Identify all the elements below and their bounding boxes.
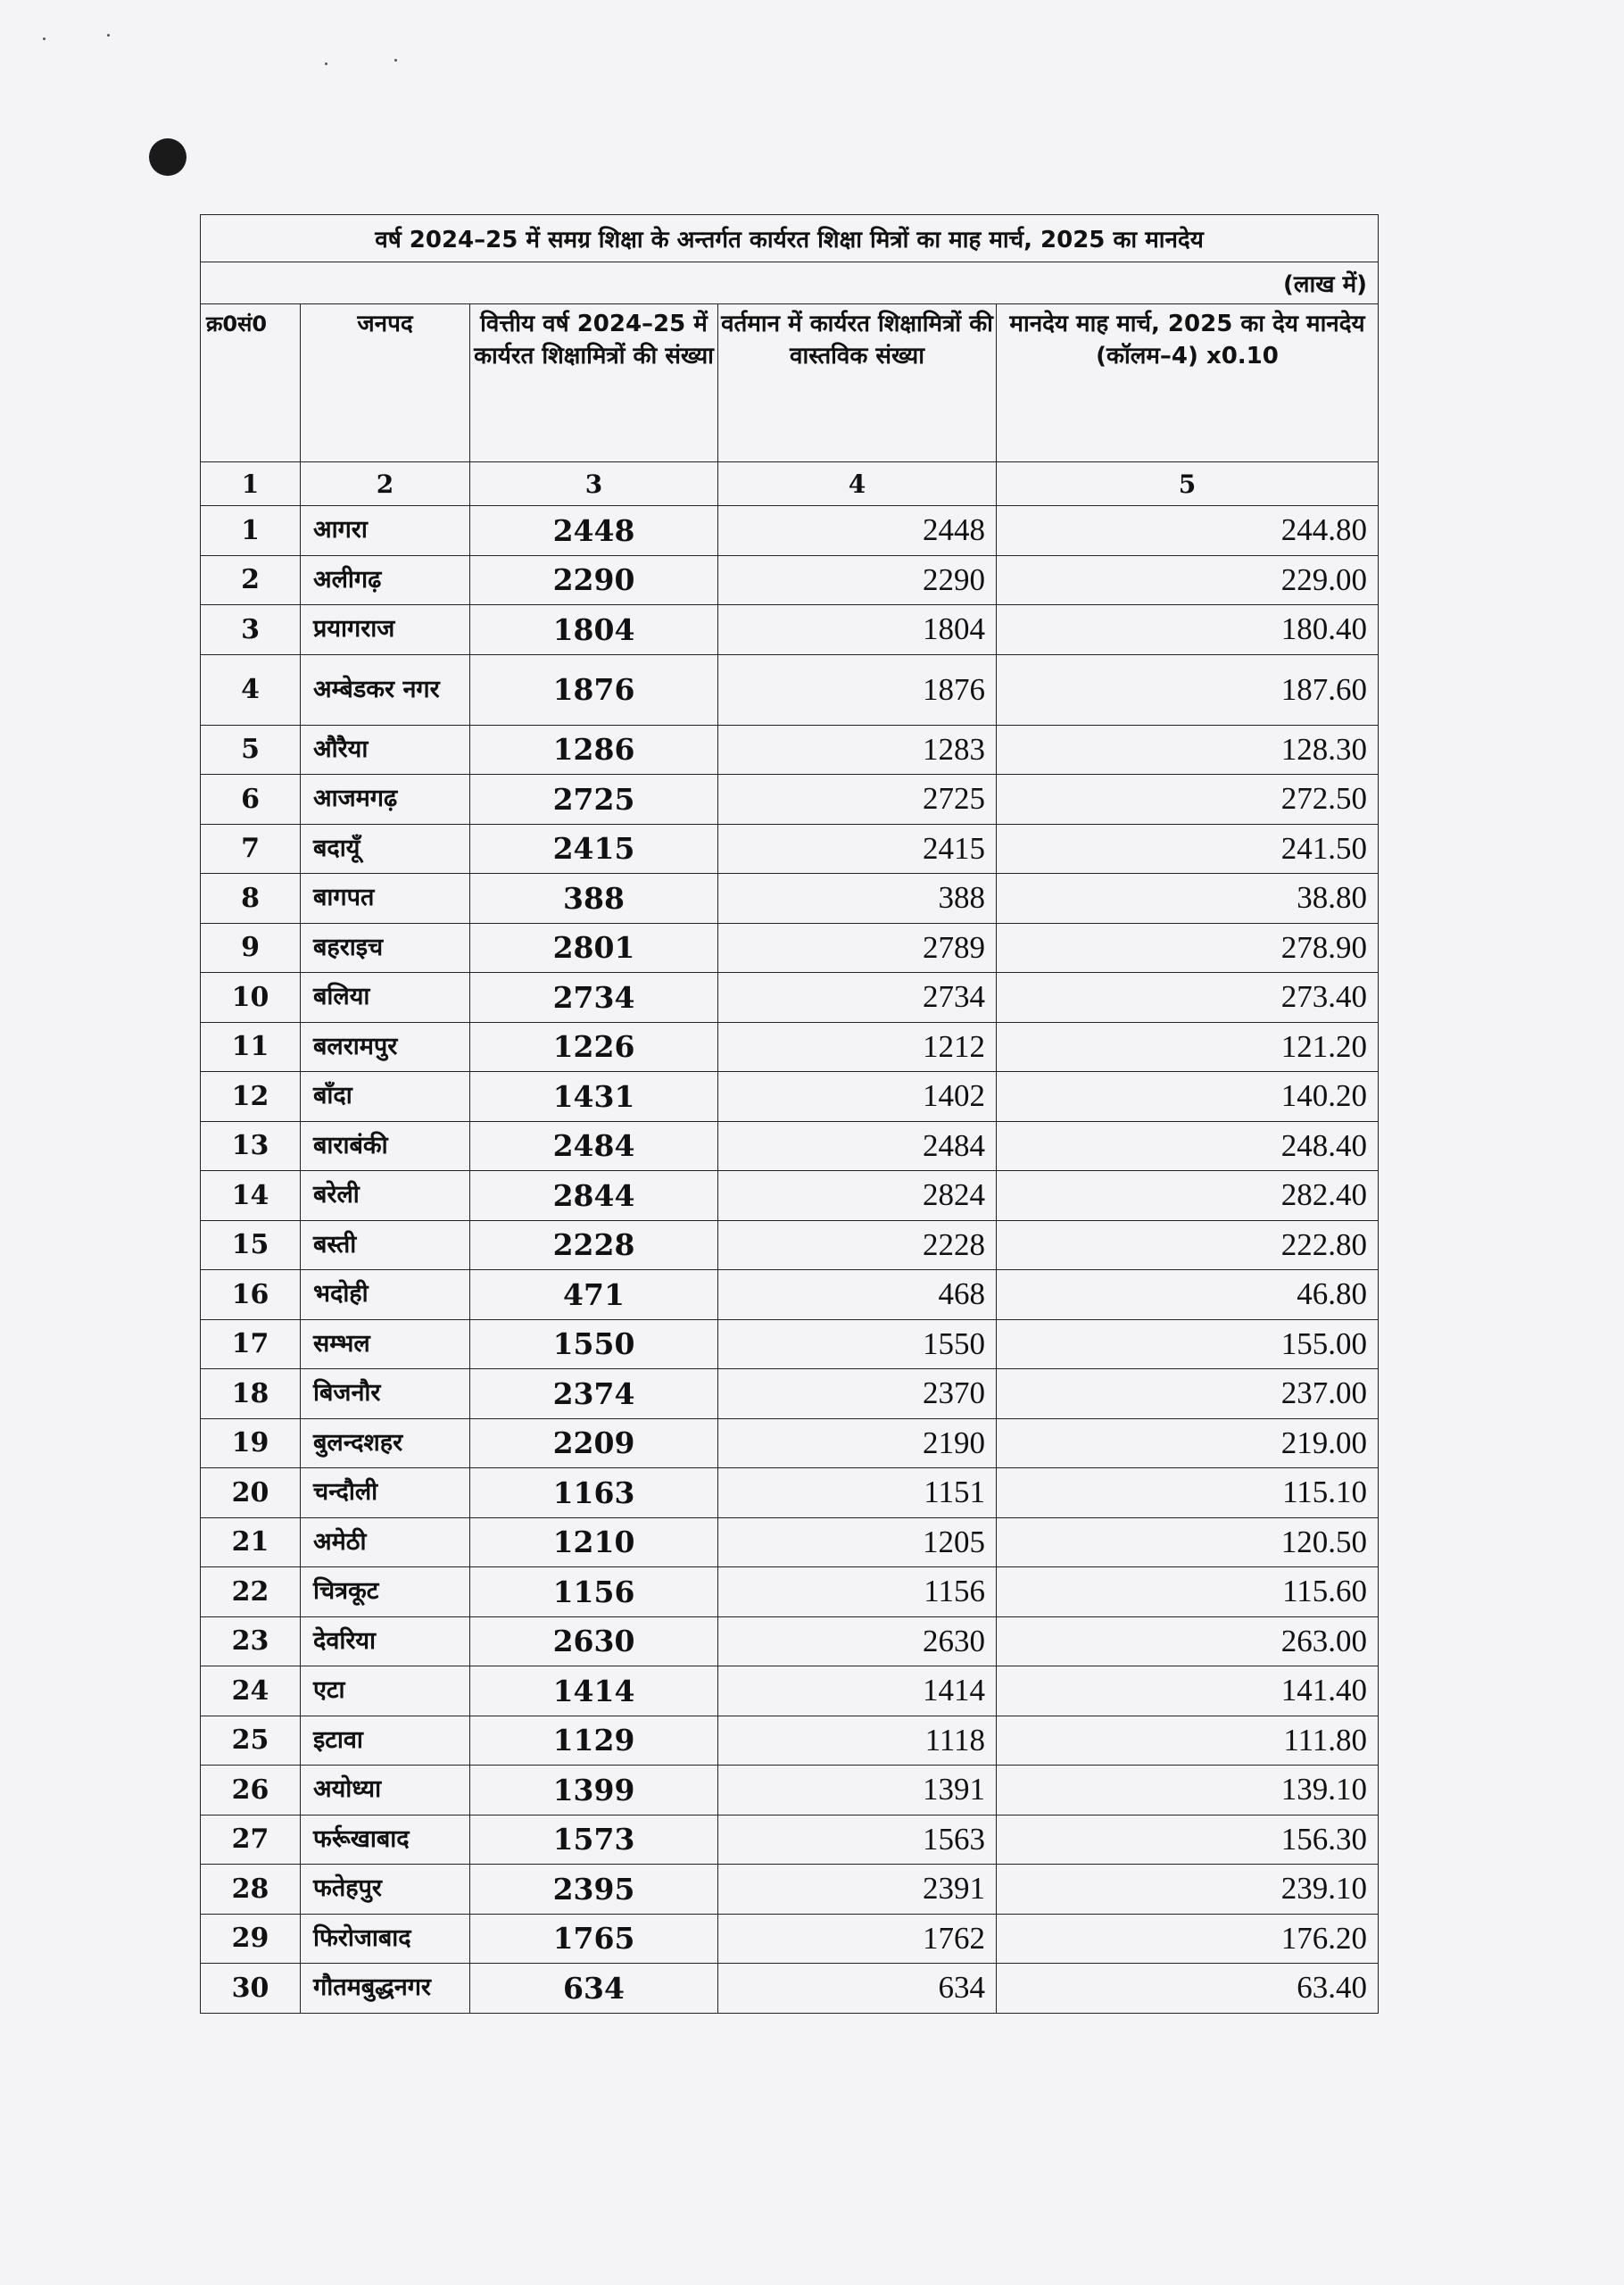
cell-actual-count: 2824: [718, 1171, 997, 1221]
table-row: [201, 555, 1379, 605]
cell-actual-count: 2391: [718, 1865, 997, 1915]
cell-fy-count: 2801: [470, 923, 718, 973]
cell-actual-count: 2725: [718, 775, 997, 825]
cell-actual-count: 1876: [718, 654, 997, 725]
column-number: 2: [301, 462, 470, 506]
cell-district: गौतमबुद्धनगर: [301, 1964, 470, 2014]
cell-district: बाँदा: [301, 1072, 470, 1122]
table-row: [201, 824, 1379, 874]
cell-district: बस्ती: [301, 1220, 470, 1270]
cell-fy-count: 1226: [470, 1022, 718, 1072]
cell-actual-count: 2290: [718, 555, 997, 605]
cell-district: बहराइच: [301, 923, 470, 973]
cell-honorarium: 273.40: [997, 973, 1379, 1023]
cell-honorarium: 155.00: [997, 1319, 1379, 1369]
cell-district: अलीगढ़: [301, 555, 470, 605]
cell-honorarium: 38.80: [997, 874, 1379, 924]
cell-actual-count: 2448: [718, 506, 997, 556]
cell-fy-count: 1163: [470, 1468, 718, 1518]
table-row: [201, 1766, 1379, 1816]
cell-serial-number: 1: [201, 506, 301, 556]
table-row: [201, 605, 1379, 655]
cell-honorarium: 63.40: [997, 1964, 1379, 2014]
cell-actual-count: 1151: [718, 1468, 997, 1518]
cell-serial-number: 10: [201, 973, 301, 1023]
cell-fy-count: 471: [470, 1270, 718, 1320]
cell-district: बदायूँ: [301, 824, 470, 874]
table-row: [201, 1121, 1379, 1171]
cell-actual-count: 1205: [718, 1517, 997, 1567]
table-row: [201, 1964, 1379, 2014]
cell-fy-count: 1765: [470, 1914, 718, 1964]
cell-honorarium: 156.30: [997, 1815, 1379, 1865]
table-row: [201, 874, 1379, 924]
cell-actual-count: 1563: [718, 1815, 997, 1865]
cell-honorarium: 115.10: [997, 1468, 1379, 1518]
cell-honorarium: 219.00: [997, 1418, 1379, 1468]
cell-actual-count: 1391: [718, 1766, 997, 1816]
cell-honorarium: 128.30: [997, 725, 1379, 775]
cell-serial-number: 25: [201, 1716, 301, 1766]
table-row: [201, 1072, 1379, 1122]
cell-fy-count: 1286: [470, 725, 718, 775]
cell-fy-count: 2415: [470, 824, 718, 874]
cell-serial-number: 19: [201, 1418, 301, 1468]
cell-serial-number: 27: [201, 1815, 301, 1865]
cell-fy-count: 2734: [470, 973, 718, 1023]
cell-honorarium: 140.20: [997, 1072, 1379, 1122]
cell-district: फर्रूखाबाद: [301, 1815, 470, 1865]
cell-serial-number: 22: [201, 1567, 301, 1617]
cell-district: एटा: [301, 1666, 470, 1716]
table-row: [201, 973, 1379, 1023]
cell-honorarium: 248.40: [997, 1121, 1379, 1171]
cell-serial-number: 28: [201, 1865, 301, 1915]
cell-fy-count: 2228: [470, 1220, 718, 1270]
cell-fy-count: 388: [470, 874, 718, 924]
scan-speck: [107, 34, 110, 37]
column-number: 3: [470, 462, 718, 506]
cell-serial-number: 20: [201, 1468, 301, 1518]
column-number: 4: [718, 462, 997, 506]
cell-district: बरेली: [301, 1171, 470, 1221]
cell-honorarium: 115.60: [997, 1567, 1379, 1617]
table-row: [201, 1022, 1379, 1072]
cell-district: इटावा: [301, 1716, 470, 1766]
table-row: [201, 1865, 1379, 1915]
header-district: जनपद: [301, 304, 470, 462]
cell-district: फतेहपुर: [301, 1865, 470, 1915]
cell-fy-count: 1550: [470, 1319, 718, 1369]
cell-actual-count: 2228: [718, 1220, 997, 1270]
cell-serial-number: 24: [201, 1666, 301, 1716]
cell-serial-number: 29: [201, 1914, 301, 1964]
cell-honorarium: 139.10: [997, 1766, 1379, 1816]
cell-fy-count: 2725: [470, 775, 718, 825]
cell-district: प्रयागराज: [301, 605, 470, 655]
cell-actual-count: 1118: [718, 1716, 997, 1766]
cell-fy-count: 1414: [470, 1666, 718, 1716]
cell-serial-number: 2: [201, 555, 301, 605]
cell-actual-count: 2789: [718, 923, 997, 973]
document-sheet: [200, 214, 1378, 2014]
column-number: 1: [201, 462, 301, 506]
cell-serial-number: 12: [201, 1072, 301, 1122]
punch-hole-mark: [149, 138, 186, 176]
table-row: [201, 1815, 1379, 1865]
cell-serial-number: 23: [201, 1616, 301, 1666]
cell-fy-count: 1876: [470, 654, 718, 725]
cell-serial-number: 7: [201, 824, 301, 874]
cell-district: बलिया: [301, 973, 470, 1023]
scan-speck: [43, 37, 46, 40]
cell-actual-count: 1156: [718, 1567, 997, 1617]
cell-fy-count: 634: [470, 1964, 718, 2014]
table-row: [201, 1567, 1379, 1617]
honorarium-table: [200, 214, 1379, 2014]
table-body: [201, 506, 1379, 2014]
column-number: 5: [997, 462, 1379, 506]
cell-serial-number: 3: [201, 605, 301, 655]
cell-district: औरैया: [301, 725, 470, 775]
cell-district: अमेठी: [301, 1517, 470, 1567]
cell-serial-number: 6: [201, 775, 301, 825]
cell-honorarium: 222.80: [997, 1220, 1379, 1270]
cell-honorarium: 141.40: [997, 1666, 1379, 1716]
cell-honorarium: 272.50: [997, 775, 1379, 825]
cell-serial-number: 26: [201, 1766, 301, 1816]
cell-fy-count: 2448: [470, 506, 718, 556]
cell-district: बिजनौर: [301, 1369, 470, 1419]
cell-district: बलरामपुर: [301, 1022, 470, 1072]
cell-actual-count: 1414: [718, 1666, 997, 1716]
cell-honorarium: 263.00: [997, 1616, 1379, 1666]
cell-actual-count: 1212: [718, 1022, 997, 1072]
cell-actual-count: 388: [718, 874, 997, 924]
cell-actual-count: 634: [718, 1964, 997, 2014]
unit-note: (लाख में): [201, 262, 1379, 304]
table-row: [201, 1319, 1379, 1369]
cell-serial-number: 18: [201, 1369, 301, 1419]
scan-speck: [325, 62, 327, 65]
cell-district: चित्रकूट: [301, 1567, 470, 1617]
cell-fy-count: 2395: [470, 1865, 718, 1915]
table-row: [201, 1468, 1379, 1518]
table-row: [201, 1220, 1379, 1270]
cell-serial-number: 15: [201, 1220, 301, 1270]
table-row: [201, 506, 1379, 556]
header-actual-count: वर्तमान में कार्यरत शिक्षामित्रों की वास्तविक संख्या: [718, 304, 997, 462]
cell-honorarium: 282.40: [997, 1171, 1379, 1221]
table-row: [201, 775, 1379, 825]
cell-serial-number: 17: [201, 1319, 301, 1369]
header-serial-number: क्र0सं0: [201, 304, 301, 462]
cell-district: बुलन्दशहर: [301, 1418, 470, 1468]
cell-honorarium: 111.80: [997, 1716, 1379, 1766]
cell-fy-count: 1156: [470, 1567, 718, 1617]
cell-fy-count: 2374: [470, 1369, 718, 1419]
cell-district: भदोही: [301, 1270, 470, 1320]
table-row: [201, 1914, 1379, 1964]
cell-actual-count: 468: [718, 1270, 997, 1320]
cell-honorarium: 241.50: [997, 824, 1379, 874]
cell-actual-count: 2484: [718, 1121, 997, 1171]
cell-honorarium: 120.50: [997, 1517, 1379, 1567]
cell-actual-count: 2415: [718, 824, 997, 874]
cell-fy-count: 1129: [470, 1716, 718, 1766]
cell-district: चन्दौली: [301, 1468, 470, 1518]
cell-honorarium: 239.10: [997, 1865, 1379, 1915]
header-honorarium: मानदेय माह मार्च, 2025 का देय मानदेय (कॉलम–4) x0.10: [997, 304, 1379, 462]
cell-district: अम्बेडकर नगर: [301, 654, 470, 725]
table-row: [201, 654, 1379, 725]
cell-honorarium: 180.40: [997, 605, 1379, 655]
table-row: [201, 1517, 1379, 1567]
table-row: [201, 1418, 1379, 1468]
cell-district: आजमगढ़: [301, 775, 470, 825]
cell-fy-count: 1573: [470, 1815, 718, 1865]
cell-fy-count: 1399: [470, 1766, 718, 1816]
cell-serial-number: 11: [201, 1022, 301, 1072]
cell-honorarium: 176.20: [997, 1914, 1379, 1964]
cell-district: बागपत: [301, 874, 470, 924]
table-row: [201, 725, 1379, 775]
cell-actual-count: 1550: [718, 1319, 997, 1369]
cell-serial-number: 16: [201, 1270, 301, 1320]
document-title: वर्ष 2024–25 में समग्र शिक्षा के अन्तर्गत कार्यरत शिक्षा मित्रों का माह मार्च, 2025 का मानदेय: [201, 215, 1379, 262]
cell-actual-count: 2734: [718, 973, 997, 1023]
cell-district: फिरोजाबाद: [301, 1914, 470, 1964]
cell-serial-number: 8: [201, 874, 301, 924]
table-row: [201, 1171, 1379, 1221]
cell-serial-number: 14: [201, 1171, 301, 1221]
cell-fy-count: 2630: [470, 1616, 718, 1666]
table-row: [201, 923, 1379, 973]
cell-district: बाराबंकी: [301, 1121, 470, 1171]
cell-actual-count: 2630: [718, 1616, 997, 1666]
cell-fy-count: 2290: [470, 555, 718, 605]
cell-honorarium: 237.00: [997, 1369, 1379, 1419]
cell-actual-count: 1804: [718, 605, 997, 655]
cell-honorarium: 187.60: [997, 654, 1379, 725]
table-row: [201, 1616, 1379, 1666]
cell-district: आगरा: [301, 506, 470, 556]
cell-fy-count: 1210: [470, 1517, 718, 1567]
cell-honorarium: 229.00: [997, 555, 1379, 605]
cell-serial-number: 30: [201, 1964, 301, 2014]
cell-fy-count: 2209: [470, 1418, 718, 1468]
table-row: [201, 1716, 1379, 1766]
cell-honorarium: 121.20: [997, 1022, 1379, 1072]
cell-honorarium: 244.80: [997, 506, 1379, 556]
cell-actual-count: 1402: [718, 1072, 997, 1122]
cell-actual-count: 2190: [718, 1418, 997, 1468]
header-fy-count: वित्तीय वर्ष 2024–25 में कार्यरत शिक्षामित्रों की संख्या: [470, 304, 718, 462]
cell-actual-count: 1762: [718, 1914, 997, 1964]
cell-district: देवरिया: [301, 1616, 470, 1666]
cell-fy-count: 1431: [470, 1072, 718, 1122]
scan-speck: [394, 59, 397, 62]
table-row: [201, 1369, 1379, 1419]
cell-actual-count: 1283: [718, 725, 997, 775]
table-row: [201, 1666, 1379, 1716]
cell-serial-number: 21: [201, 1517, 301, 1567]
cell-fy-count: 1804: [470, 605, 718, 655]
cell-serial-number: 13: [201, 1121, 301, 1171]
cell-fy-count: 2484: [470, 1121, 718, 1171]
cell-serial-number: 9: [201, 923, 301, 973]
table-row: [201, 1270, 1379, 1320]
cell-district: सम्भल: [301, 1319, 470, 1369]
cell-serial-number: 5: [201, 725, 301, 775]
cell-fy-count: 2844: [470, 1171, 718, 1221]
cell-serial-number: 4: [201, 654, 301, 725]
cell-district: अयोध्या: [301, 1766, 470, 1816]
cell-honorarium: 46.80: [997, 1270, 1379, 1320]
cell-honorarium: 278.90: [997, 923, 1379, 973]
cell-actual-count: 2370: [718, 1369, 997, 1419]
